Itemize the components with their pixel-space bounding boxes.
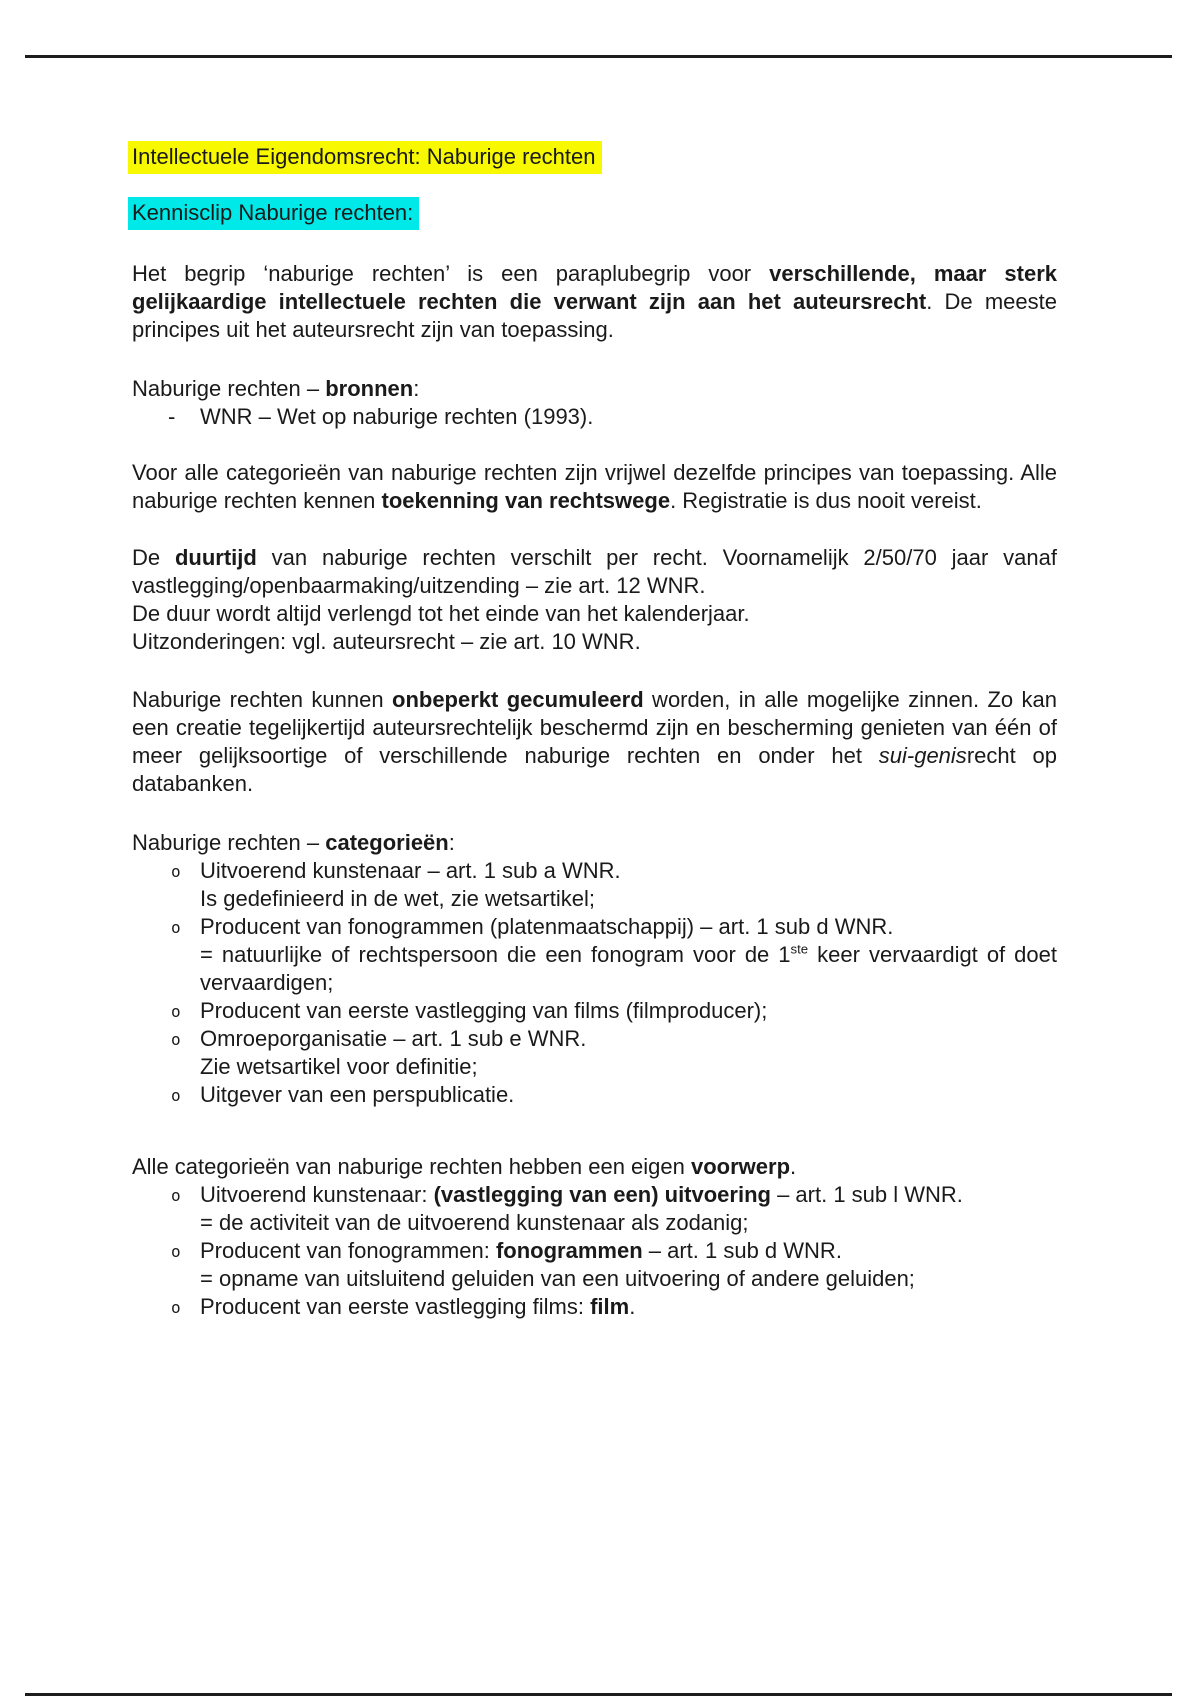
- list-item: [132, 1293, 1057, 1321]
- list-item-wnr: [132, 403, 1057, 431]
- circle-bullet: o: [171, 1242, 181, 1261]
- paragraph-cumulatie: Naburige rechten kunnen onbeperkt gecumuleerd worden, in alle mogelijke zinnen. Zo kan een creatie tegelijkertijd auteursrechtelijk beschermd zijn en bescherming genieten van één of meer gelijksoortige of verschillende naburige rechten en onder het sui-genisrecht op databanken.: [132, 687, 1058, 796]
- subtitle-block: [132, 197, 1057, 230]
- list-item-text: Producent van eerste vastlegging van films (filmproducer);: [200, 998, 768, 1023]
- circle-bullet: o: [171, 1186, 181, 1205]
- list-item-text: Producent van eerste vastlegging films: film.: [200, 1294, 636, 1319]
- heading-categorieen: Naburige rechten – categorieën:: [132, 830, 455, 855]
- list-item-text: Uitgever van een perspublicatie.: [200, 1082, 515, 1107]
- paragraph-intro: Het begrip ‘naburige rechten’ is een paraplubegrip voor verschillende, maar sterk gelijkaardige intellectuele rechten die verwant zijn aan het auteursrecht. De meeste principes uit het auteursrecht zijn van toepassing.: [132, 261, 1057, 342]
- list-item: [132, 857, 1057, 913]
- voorwerp-list: [132, 1181, 1057, 1321]
- page-title: Intellectuele Eigendomsrecht: Naburige rechten: [128, 141, 602, 174]
- list-item-text: Producent van fonogrammen (platenmaatschappij) – art. 1 sub d WNR. = natuurlijke of rechtspersoon die een fonogram voor de 1ste keer vervaardigt of doet vervaardigen;: [200, 914, 1057, 995]
- circle-bullet: o: [171, 1086, 181, 1105]
- list-item: [132, 1237, 1057, 1293]
- paragraph-toekenning: Voor alle categorieën van naburige rechten zijn vrijwel dezelfde principes van toepassing. Alle naburige rechten kennen toekenning van rechtswege. Registratie is dus nooit vereist.: [132, 460, 1057, 513]
- title-block: [132, 141, 1057, 174]
- heading-bronnen: Naburige rechten – bronnen:: [132, 376, 420, 401]
- paragraph-duurtijd-line3: Uitzonderingen: vgl. auteursrecht – zie art. 10 WNR.: [132, 629, 641, 654]
- circle-bullet: o: [171, 862, 181, 881]
- list-item-text: Uitvoerend kunstenaar: (vastlegging van een) uitvoering – art. 1 sub l WNR. = de activiteit van de uitvoerend kunstenaar als zodanig;: [200, 1182, 963, 1235]
- list-item-text: Producent van fonogrammen: fonogrammen – art. 1 sub d WNR. = opname van uitsluitend geluiden van een uitvoering of andere geluiden;: [200, 1238, 915, 1291]
- paragraph-duurtijd-line2: De duur wordt altijd verlengd tot het einde van het kalenderjaar.: [132, 601, 750, 626]
- document-content: [132, 141, 1057, 1321]
- paragraph-duurtijd: De duurtijd van naburige rechten verschilt per recht. Voornamelijk 2/50/70 jaar vanaf vastlegging/openbaarmaking/uitzending – zie art. 12 WNR.: [132, 545, 1057, 598]
- circle-bullet: o: [171, 1298, 181, 1317]
- categorieen-list: [132, 857, 1057, 1109]
- list-item-wnr-text: WNR – Wet op naburige rechten (1993).: [200, 404, 594, 429]
- list-item-text: Omroeporganisatie – art. 1 sub e WNR. Zie wetsartikel voor definitie;: [200, 1026, 587, 1079]
- top-divider-rule: [25, 55, 1172, 58]
- circle-bullet: o: [171, 1030, 181, 1049]
- list-item: [132, 913, 1057, 997]
- heading-voorwerp: Alle categorieën van naburige rechten hebben een eigen voorwerp.: [132, 1154, 797, 1179]
- circle-bullet: o: [171, 1002, 181, 1021]
- bottom-divider-rule: [25, 1693, 1172, 1696]
- list-item-text: Uitvoerend kunstenaar – art. 1 sub a WNR. Is gedefinieerd in de wet, zie wetsartikel;: [200, 858, 621, 911]
- dash-bullet: -: [168, 404, 176, 429]
- list-item: [132, 997, 1057, 1025]
- list-item: [132, 1081, 1057, 1109]
- list-item: [132, 1181, 1057, 1237]
- list-item: [132, 1025, 1057, 1081]
- circle-bullet: o: [171, 918, 181, 937]
- page-subtitle: Kennisclip Naburige rechten:: [128, 197, 419, 230]
